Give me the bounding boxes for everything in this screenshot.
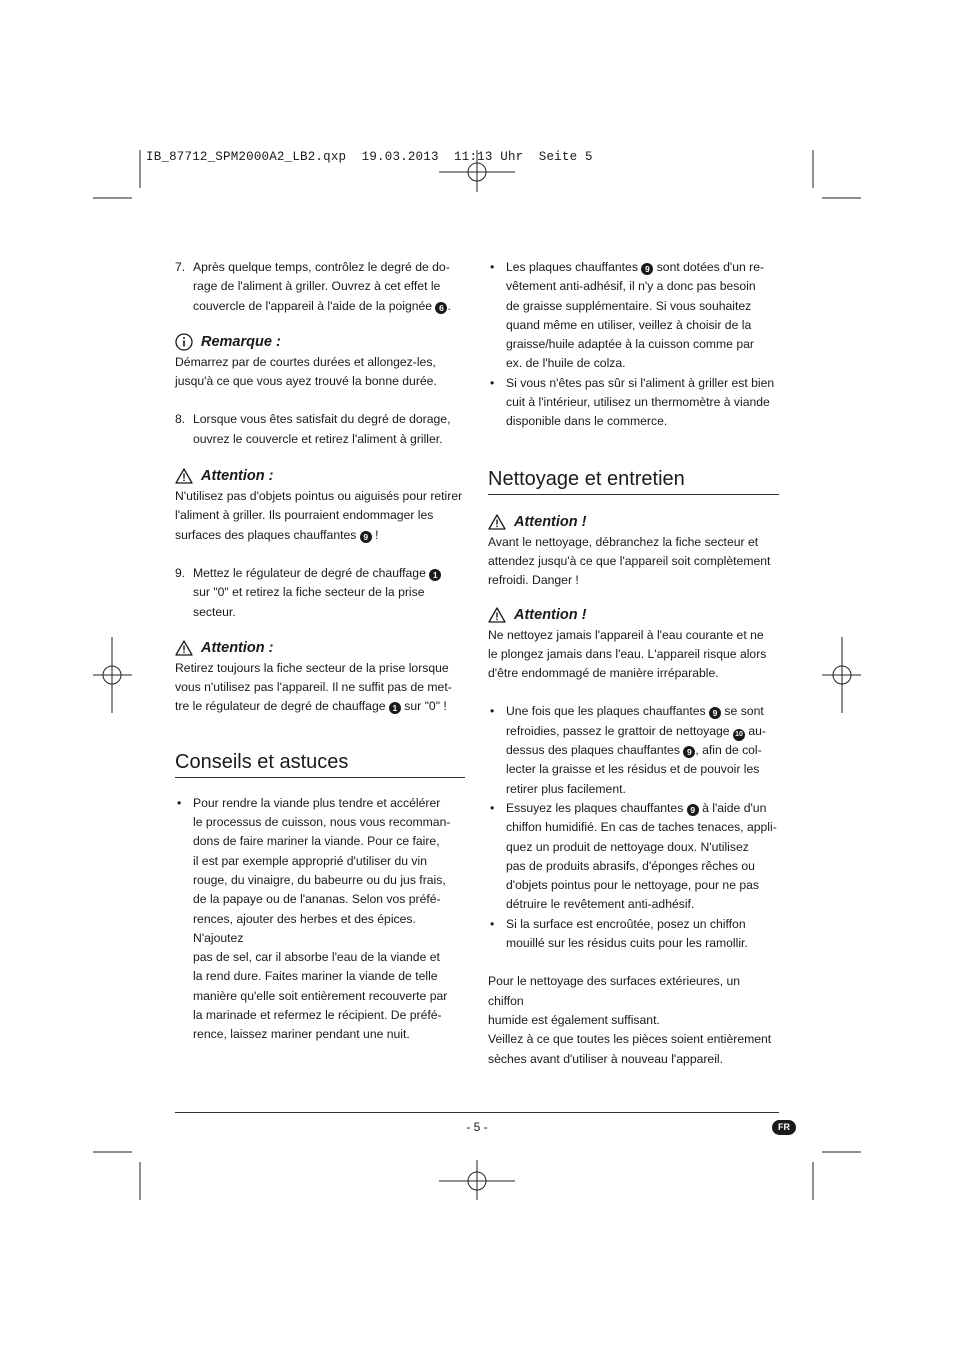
ref-number-9: 9 bbox=[641, 263, 653, 275]
remarque-heading: Remarque : bbox=[175, 331, 465, 353]
ref-number-9: 9 bbox=[683, 746, 695, 758]
list-item: • Essuyez les plaques chauffantes 9 à l'aide d'un chiffon humidifié. En cas de taches tenaces, appli- quez un produit de nettoyage doux. N'utilisez pas de produits abrasifs, d'éponges rêches ou d'objets pointus pour le nettoyage, pour ne pas détruire le revêtement anti-adhésif. bbox=[488, 799, 779, 915]
step-7: 7. Après quelque temps, contrôlez le degré de do- rage de l'aliment à griller. Ouvrez à cet effet le couvercle de l'appareil à l'aide de la poignée 6 . bbox=[175, 260, 451, 313]
print-slug: IB_87712_SPM2000A2_LB2.qxp 19.03.2013 11:13 Uhr Seite 5 bbox=[146, 150, 593, 164]
list-item: • Une fois que les plaques chauffantes 9 se sont refroidies, passez le grattoir de nettoyage 10 au- dessus des plaques chauffantes 9 , afin de col- lecter la graisse et les résidus et de pouvoir les retirer plus facilement. bbox=[488, 702, 779, 798]
page-number: - 5 - bbox=[466, 1120, 488, 1134]
language-badge: FR bbox=[772, 1120, 796, 1135]
ref-number-10: 10 bbox=[733, 729, 745, 741]
ref-number-9: 9 bbox=[709, 707, 721, 719]
closing-paragraph: Pour le nettoyage des surfaces extérieures, un chiffon humide est également suffisant. Veillez à ce que toutes les pièces soient entièrement sèches avant d'utiliser à nouveau l'appareil. bbox=[488, 974, 772, 1066]
list-item: • Si vous n'êtes pas sûr si l'aliment à griller est bien cuit à l'intérieur, utilisez un thermomètre à viande disponible dans le commerce. bbox=[488, 374, 779, 432]
right-column: • Les plaques chauffantes 9 sont dotées d'un re- vêtement anti-adhésif, il n'y a donc pas besoin de graisse supplémentaire. Si vous souhaitez quand même en utiliser, veillez à choisir de la graisse/huile adaptée à la cuisson comme par ex. de l'huile de colza. • Si vous n'êtes pas sûr si l'aliment à griller est bien cuit à l'intérieur, utilisez un thermomètre à viande disponible dans le commerce. Nettoyage et entretien Attention ! Avant le nettoyage, débranchez la fiche secteur et attendez jusqu'à ce que l'appareil soit complètement refroidi. Danger ! Attention ! Ne nettoyez jamais l'appareil à l'eau courante et ne le plongez jamais dans l'eau. L'appareil risque alors d'être endommagé de manière irréparable. • Une fois que les plaques chauffantes 9 se sont refroidies, passez le grattoir de nettoyage 10 au- dessus des plaques chauffantes 9 , afin de col- lecter la graisse et les résidus et de pouvoir les retirer plus facilement. • Essuyez les plaques chauffantes 9 à l'aide d'un chiffon humidifié. En cas de taches tenaces, appli- quez un produit de nettoyage doux. N'utilisez pas de produits abrasifs, d'éponges rêches ou d'objets pointus pour le nettoyage, pour ne pas détruire le revêtement anti-adhésif. • Si la surface est encroûtée, posez un chiffon mouillé sur les résidus cuits pour les ramollir. Pour le nettoyage des surfaces extérieures, un chiffon humide est également suffisant. Veillez à ce que toutes les pièces soient entièrement sèches avant d'utiliser à nouveau l'appareil. bbox=[488, 258, 779, 1069]
list-item: • Les plaques chauffantes 9 sont dotées d'un re- vêtement anti-adhésif, il n'y a donc pas besoin de graisse supplémentaire. Si vous souhaitez quand même en utiliser, veillez à choisir de la graisse/huile adaptée à la cuisson comme par ex. de l'huile de colza. bbox=[488, 258, 779, 374]
attention-heading-4: Attention ! bbox=[488, 604, 779, 626]
attention-heading-3: Attention ! bbox=[488, 511, 779, 533]
warning-icon bbox=[488, 607, 506, 623]
list-item: • Si la surface est encroûtée, posez un chiffon mouillé sur les résidus cuits pour les ramollir. bbox=[488, 915, 779, 954]
attention-heading-1: Attention : bbox=[175, 465, 465, 487]
section-heading-nettoyage: Nettoyage et entretien bbox=[488, 466, 779, 495]
ref-number-1: 1 bbox=[389, 702, 401, 714]
ref-number-9: 9 bbox=[687, 804, 699, 816]
warning-icon bbox=[175, 640, 193, 656]
footer-rule bbox=[175, 1112, 779, 1113]
section-heading-conseils: Conseils et astuces bbox=[175, 749, 465, 778]
warning-icon bbox=[488, 514, 506, 530]
list-item: • Pour rendre la viande plus tendre et accélérer le processus de cuisson, nous vous recomman- dons de faire mariner la viande. Pour ce faire, il est par exemple approprié d'utiliser du vin rouge, du vinaigre, du babeurre ou du jus frais, de la papaye ou de l'ananas. Selon vos préfé- rences, ajouter des herbes et des épices. N'ajoutez pas de sel, car il absorbe l'eau de la viande et la rend dure. Faites mariner la viande de telle manière qu'elle soit entièrement recouverte par la marinade et refermez le récipient. De préfé- rence, laissez mariner pendant une nuit. bbox=[175, 794, 465, 1045]
warning-icon bbox=[175, 468, 193, 484]
step-8: 8. Lorsque vous êtes satisfait du degré de dorage, ouvrez le couvercle et retirez l'aliment à griller. bbox=[175, 412, 451, 446]
ref-number-6: 6 bbox=[435, 302, 447, 314]
attention-heading-2: Attention : bbox=[175, 637, 465, 659]
ref-number-1: 1 bbox=[429, 569, 441, 581]
ref-number-9: 9 bbox=[360, 531, 372, 543]
info-icon bbox=[175, 333, 193, 351]
left-column: 7. Après quelque temps, contrôlez le degré de do- rage de l'aliment à griller. Ouvrez à cet effet le couvercle de l'appareil à l'aide de la poignée 6 . Remarque : Démarrez par de courtes durées et allongez-les, jusqu'à ce que vous ayez trouvé la bonne durée. 8. Lorsque vous êtes satisfait du degré de dorage, ouvrez le couvercle et retirez l'aliment à griller. Attention : N'utilisez pas d'objets pointus ou aiguisés pour retirer l'aliment à griller. Ils pourraient endommager les surfaces des plaques chauffantes 9 ! 9. Mettez le régulateur de degré de chauffage 1 sur "0" et retirez la fiche secteur de la prise secteur. Attention : Retirez toujours la fiche secteur de la prise lorsque vous n'utilisez pas l'appareil. Il ne suffit pas de met- tre le régulateur de degré de chauffage 1 sur "0" ! Conseils et astuces • Pour rendre la viande plus tendre et accélérer le processus de cuisson, nous vous recomman- dons de faire mariner la viande. Pour ce faire, il est par exemple approprié d'utiliser du vin rouge, du vinaigre, du babeurre ou du jus frais, de la papaye ou de l'ananas. Selon vos préfé- rences, ajouter des herbes et des épices. N'ajoutez pas de sel, car il absorbe l'eau de la viande et la rend dure. Faites mariner la viande de telle manière qu'elle soit entièrement recouverte par la marinade et refermez le récipient. De préfé- rence, laissez mariner pendant une nuit. bbox=[175, 258, 465, 1045]
step-9: 9. Mettez le régulateur de degré de chauffage 1 sur "0" et retirez la fiche secteur de la prise secteur. bbox=[175, 564, 465, 622]
